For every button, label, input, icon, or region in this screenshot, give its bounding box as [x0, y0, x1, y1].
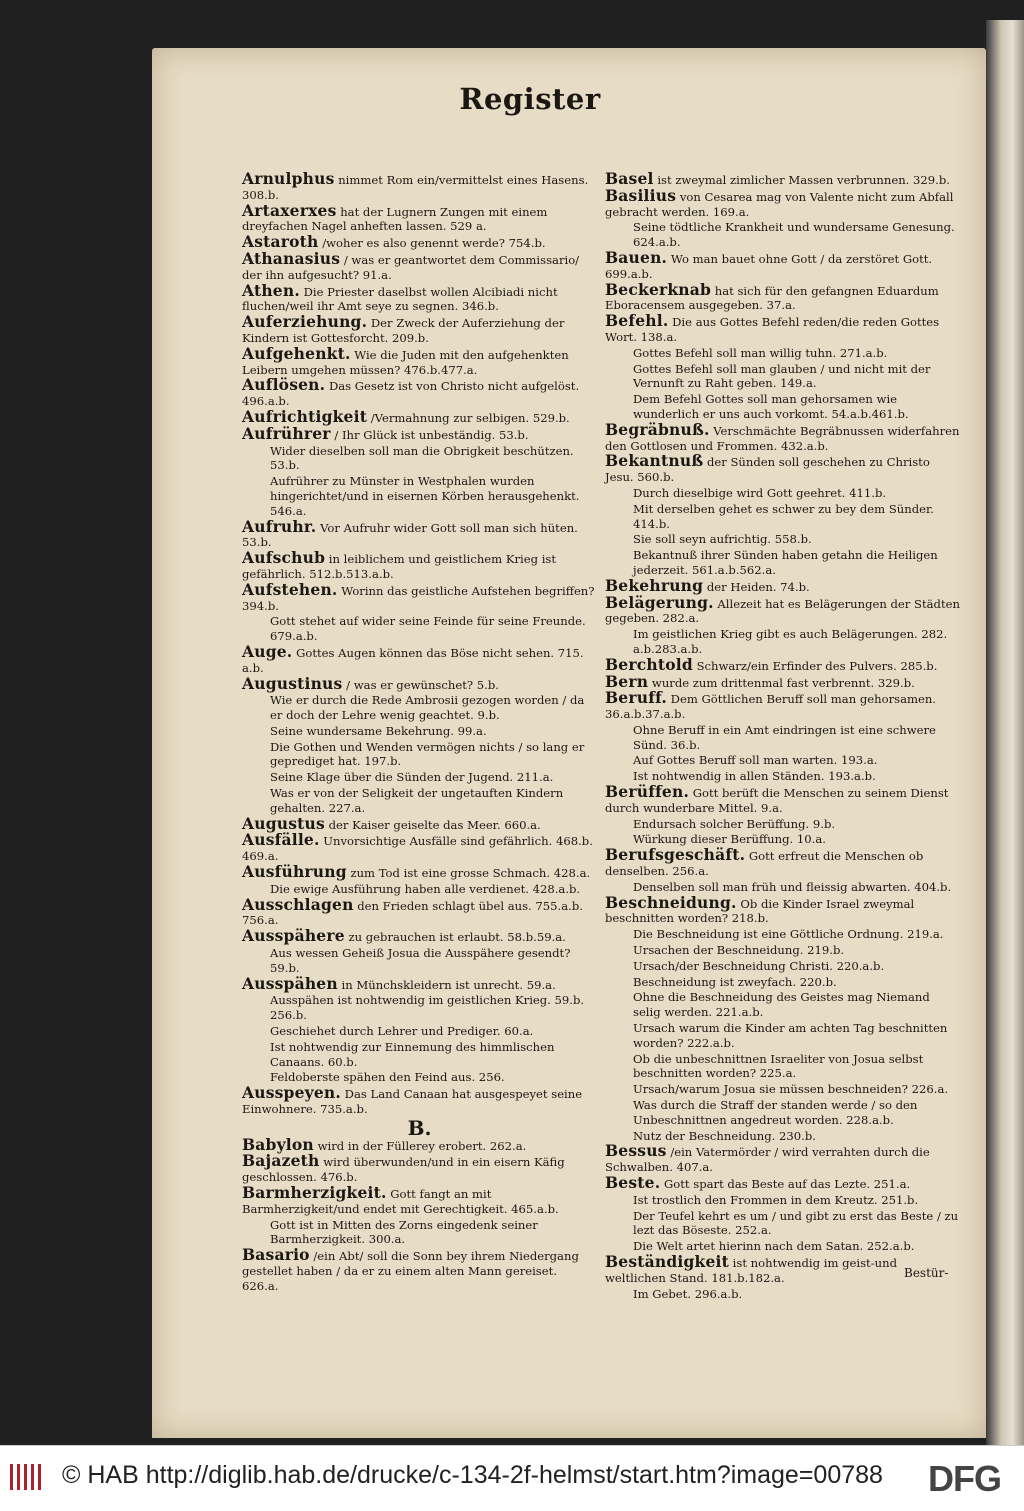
index-subentry — [242, 993, 597, 1023]
entry-text: der Sünden soll geschehen zu Christo Jesu. 560.b. — [605, 455, 930, 485]
entry-lemma: Basel — [605, 169, 654, 188]
index-subentry — [242, 614, 597, 644]
index-subentry — [605, 486, 960, 501]
entry-text: Dem Befehl Gottes soll man gehorsamen wie wunderlich er uns auch vorkomt. 54.a.b.461.b. — [633, 392, 909, 421]
index-subentry — [605, 362, 960, 392]
entry-text: Allezeit hat es Belägerungen der Städten gegeben. 282.a. — [605, 596, 960, 626]
index-entry — [605, 845, 960, 879]
index-entry — [605, 451, 960, 485]
entry-text: Würkung dieser Berüffung. 10.a. — [633, 832, 826, 847]
index-subentry — [605, 943, 960, 958]
entry-text: Seine wundersame Bekehrung. 99.a. — [270, 723, 487, 738]
entry-text: Denselben soll man früh und fleissig abwarten. 404.b. — [633, 879, 952, 894]
index-subentry — [242, 1218, 597, 1248]
entry-text: Feldoberste spähen den Feind aus. 256. — [270, 1070, 505, 1085]
index-subentry — [242, 1040, 597, 1070]
entry-text: Ist nohtwendig in allen Ständen. 193.a.b. — [633, 769, 876, 784]
entry-text: Endursach solcher Berüffung. 9.b. — [633, 816, 836, 831]
index-entry — [242, 926, 597, 946]
entry-lemma: Aufrührer — [242, 423, 331, 443]
index-subentry — [605, 1287, 960, 1302]
entry-text: Der Zweck der Auferziehung der Kindern ist Gottesforcht. 209.b. — [242, 316, 565, 345]
entry-lemma: Berchtold — [605, 654, 693, 674]
entry-lemma: Bekehrung — [605, 575, 704, 595]
index-entry — [605, 279, 960, 314]
index-entry — [605, 1141, 960, 1175]
entry-lemma: Bajazeth — [242, 1151, 320, 1171]
index-entry — [242, 423, 597, 443]
entry-lemma: Begräbnuß. — [605, 419, 710, 439]
entry-text: Ohne die Beschneidung des Geistes mag Niemand selig werden. 221.a.b. — [633, 990, 930, 1020]
index-subentry — [605, 1193, 960, 1208]
entry-lemma: Aufruhr. — [242, 516, 317, 536]
index-subentry — [242, 770, 597, 785]
entry-text: Dem Göttlichen Beruff soll man gehorsamen. 36.a.b.37.a.b. — [605, 692, 936, 722]
entry-lemma: Beckerknab — [605, 279, 712, 299]
entry-lemma: Beste. — [605, 1173, 661, 1192]
page-header: Register — [459, 82, 601, 116]
entry-text: zum Tod ist eine grosse Schmach. 428.a. — [350, 866, 591, 881]
entry-text: / was er geantwortet dem Commissario/ der ihn aufgesucht? 91.a. — [242, 252, 580, 282]
entry-text: Ursachen der Beschneidung. 219.b. — [633, 943, 845, 958]
index-subentry — [605, 753, 960, 768]
entry-text: in Münchskleidern ist unrecht. 59.a. — [341, 977, 556, 992]
entry-text: nimmet Rom ein/vermittelst eines Hasens. 308.b. — [242, 173, 589, 202]
entry-lemma: Aufschub — [242, 548, 326, 568]
entry-text: Seine Klage über die Sünden der Jugend. 211.a. — [270, 770, 554, 785]
index-subentry — [242, 740, 597, 770]
index-entry — [242, 1083, 597, 1117]
entry-text: Seine tödtliche Krankheit und wundersame Genesung. 624.a.b. — [633, 220, 955, 250]
index-subentry — [605, 502, 960, 532]
entry-lemma: Augustinus — [242, 673, 343, 693]
entry-text: Beschneidung ist zweyfach. 220.b. — [633, 974, 837, 989]
entry-lemma: Berüffen. — [605, 782, 690, 802]
entry-text: Vor Aufruhr wider Gott soll man sich hüten. 53.b. — [242, 520, 578, 550]
entry-lemma: Athen. — [242, 280, 300, 300]
entry-lemma: Barmherzigkeit. — [242, 1183, 387, 1202]
index-subentry — [605, 1209, 960, 1239]
index-entry — [242, 248, 597, 283]
left-column — [242, 169, 597, 1295]
entry-text: Das Land Canaan hat ausgespeyet seine Einwohnere. 735.a.b. — [242, 1087, 583, 1117]
index-subentry — [605, 1098, 960, 1128]
entry-text: den Frieden schlagt übel aus. 755.a.b. 756.a. — [242, 898, 583, 928]
entry-text: wird überwunden/und in ein eisern Käfig geschlossen. 476.b. — [242, 1155, 565, 1185]
index-entry — [242, 1245, 597, 1293]
index-subentry — [605, 627, 960, 657]
entry-lemma: Belägerung. — [605, 592, 714, 612]
entry-text: Verschmächte Begräbnussen widerfahren den Gottlosen und Frommen. 432.a.b. — [605, 423, 960, 453]
index-subentry — [242, 946, 597, 976]
index-subentry — [242, 444, 597, 474]
entry-text: /Vermahnung zur selbigen. 529.b. — [370, 410, 570, 425]
entry-text: /ein Vatermörder / wird verrahten durch die Schwalben. 407.a. — [605, 1145, 930, 1175]
entry-text: Wie er durch die Rede Ambrosii gezogen worden / da er doch der Lehre wenig geachtet. 9.b. — [270, 693, 585, 723]
entry-text: wird in der Füllerey erobert. 262.a. — [317, 1138, 527, 1153]
entry-lemma: Auflösen. — [242, 375, 326, 395]
index-subentry — [605, 220, 960, 250]
index-subentry — [605, 990, 960, 1020]
entry-text: Gott berüft die Menschen zu seinem Dienst durch wunderbare Mittel. 9.a. — [605, 786, 949, 815]
entry-text: Was er von der Seligkeit der ungetauften Kindern gehalten. 227.a. — [270, 786, 564, 815]
index-entry — [242, 579, 597, 614]
next-page-edge — [986, 20, 1024, 1445]
entry-text: Wie die Juden mit den aufgehenkten Leibern umgehen müssen? 476.b.477.a. — [242, 347, 569, 377]
entry-text: ist nohtwendig im geist-und weltlichen Stand. 181.b.182.a. — [605, 1255, 897, 1285]
index-subentry — [605, 548, 960, 578]
entry-text: Ursach/der Beschneidung Christi. 220.a.b. — [633, 958, 885, 973]
entry-text: Ob die Kinder Israel zweymal beschnitten worden? 218.b. — [605, 896, 915, 926]
entry-text: Ohne Beruff in ein Amt eindringen ist eine schwere Sünd. 36.b. — [633, 722, 936, 752]
index-entry — [242, 375, 597, 409]
entry-text: Gottes Augen können das Böse nicht sehen. 715. a.b. — [242, 645, 584, 675]
index-subentry — [605, 1052, 960, 1082]
index-subentry — [605, 346, 960, 361]
index-entry — [242, 673, 597, 693]
index-subentry — [605, 927, 960, 942]
index-subentry — [242, 786, 597, 816]
index-subentry — [242, 693, 597, 723]
index-entry — [605, 592, 960, 627]
index-entry — [605, 892, 960, 927]
index-entry — [605, 247, 960, 282]
entry-text: Worinn das geistliche Aufstehen begriffen? 394.b. — [242, 583, 595, 613]
viewer-footer — [0, 1445, 1024, 1511]
entry-text: Mit derselben gehet es schwer zu bey dem Sünder. 414.b. — [633, 501, 934, 531]
entry-text: Die Gothen und Wenden vermögen nichts / so lang er geprediget hat. 197.b. — [270, 739, 585, 769]
entry-text: hat der Lugnern Zungen mit einem dreyfachen Nagel anheften lassen. 529 a. — [242, 204, 548, 234]
index-entry — [242, 516, 597, 551]
entry-lemma: Auge. — [242, 641, 293, 661]
index-subentry — [605, 1021, 960, 1051]
entry-text: Gottes Befehl soll man glauben / und nicht mit der Vernunft zu Raht geben. 149.a. — [633, 361, 931, 391]
entry-text: Ausspähen ist nohtwendig im geistlichen Krieg. 59.b. 256.b. — [270, 993, 585, 1023]
index-entry — [605, 419, 960, 454]
entry-text: Gott erfreut die Menschen ob denselben. 256.a. — [605, 849, 924, 879]
entry-text: Das Gesetz ist von Christo nicht aufgelöst. 496.a.b. — [242, 379, 580, 409]
entry-lemma: Artaxerxes — [242, 200, 337, 220]
index-entry — [605, 654, 960, 674]
entry-lemma: Ausspähere — [242, 926, 345, 946]
entry-text: Wider dieselben soll man die Obrigkeit beschützen. 53.b. — [270, 443, 574, 473]
index-entry — [242, 548, 597, 582]
index-subentry — [605, 975, 960, 990]
entry-lemma: Aufgehenkt. — [242, 343, 351, 363]
entry-text: wurde zum drittenmal fast verbrennt. 329.b. — [651, 675, 915, 690]
entry-text: Nutz der Beschneidung. 230.b. — [633, 1128, 816, 1143]
entry-text: /ein Abt/ soll die Sonn bey ihrem Niedergang gestellet haben / da er zu einem alten Mann gereiset. 626.a. — [242, 1249, 579, 1293]
entry-text: Ist trostlich den Frommen in dem Kreutz. 251.b. — [633, 1192, 919, 1207]
entry-text: Ursach/warum Josua sie müssen beschneiden? 226.a. — [633, 1082, 949, 1097]
right-column — [605, 169, 960, 1302]
index-entry — [242, 280, 597, 315]
index-entry — [605, 1173, 960, 1192]
entry-lemma: Ausspeyen. — [242, 1083, 341, 1103]
entry-lemma: Babylon — [242, 1134, 314, 1154]
entry-text: Wo man bauet ohne Gott / da zerstöret Gott. 699.a.b. — [605, 251, 933, 281]
entry-text: von Cesarea mag von Valente nicht zum Abfall gebracht werden. 169.a. — [605, 189, 954, 219]
entry-text: Im Gebet. 296.a.b. — [633, 1286, 743, 1301]
index-subentry — [605, 392, 960, 422]
entry-text: Die Priester daselbst wollen Alcibiadi nicht fluchen/weil ihr Amt seye zu segnen. 346.b. — [242, 284, 558, 314]
entry-text: Die Welt artet hierinn nach dem Satan. 252.a.b. — [633, 1239, 915, 1254]
index-subentry — [242, 1024, 597, 1039]
entry-lemma: Athanasius — [242, 248, 341, 268]
entry-text: / was er gewünschet? 5.b. — [346, 677, 499, 692]
index-entry — [242, 641, 597, 676]
entry-lemma: Bern — [605, 671, 649, 691]
entry-lemma: Berufsgeschäft. — [605, 845, 746, 865]
index-entry — [242, 343, 597, 378]
entry-lemma: Auferziehung. — [242, 312, 368, 332]
entry-text: Die aus Gottes Befehl reden/die reden Gottes Wort. 138.a. — [605, 315, 940, 344]
index-entry — [605, 311, 960, 345]
entry-text: Sie soll seyn aufrichtig. 558.b. — [633, 532, 812, 547]
index-subentry — [242, 724, 597, 739]
entry-text: Gott spart das Beste auf das Lezte. 251.a. — [664, 1177, 911, 1191]
entry-text: /woher es also genennt werde? 754.b. — [322, 236, 546, 251]
entry-lemma: Augustus — [242, 813, 325, 833]
entry-lemma: Basilius — [605, 185, 677, 205]
entry-lemma: Aufrichtigkeit — [242, 406, 368, 426]
index-entry — [605, 782, 960, 816]
hab-logo-icon — [8, 1460, 48, 1494]
index-entry — [242, 862, 597, 882]
footer-copyright-url: © HAB http://diglib.hab.de/drucke/c-134-2f-helmst/start.htm?image=00788 — [62, 1461, 883, 1489]
entry-lemma: Arnulphus — [242, 169, 335, 188]
index-entry — [242, 830, 597, 864]
entry-text: Aufrührer zu Münster in Westphalen wurden hingerichtet/und in eisernen Körben herausgehenkt. 546.a. — [270, 474, 580, 518]
index-entry — [242, 200, 597, 235]
entry-text: Gottes Befehl soll man willig tuhn. 271.a.b. — [633, 345, 888, 360]
entry-text: Geschiehet durch Lehrer und Prediger. 60.a. — [270, 1024, 534, 1039]
entry-lemma: Bauen. — [605, 247, 668, 267]
entry-text: Gott stehet auf wider seine Feinde für seine Freunde. 679.a.b. — [270, 614, 586, 644]
entry-text: zu gebrauchen ist erlaubt. 58.b.59.a. — [348, 930, 566, 945]
entry-text: Auf Gottes Beruff soll man warten. 193.a. — [633, 753, 878, 768]
entry-text: Gott fangt an mit Barmherzigkeit/und endet mit Gerechtigkeit. 465.a.b. — [242, 1187, 559, 1216]
index-entry — [242, 973, 597, 993]
entry-text: Ursach warum die Kinder am achten Tag beschnitten worden? 222.a.b. — [633, 1021, 948, 1050]
entry-lemma: Beruff. — [605, 688, 667, 708]
entry-text: der Heiden. 74.b. — [706, 579, 810, 594]
entry-text: Die ewige Ausführung haben alle verdienet. 428.a.b. — [270, 881, 581, 896]
entry-text: Was durch die Straff der standen werde / so den Unbeschnittnen angedreut worden. 228.a.b. — [633, 1098, 918, 1127]
entry-text: Aus wessen Geheiß Josua die Ausspähere gesendt? 59.b. — [270, 946, 571, 975]
index-entry — [605, 688, 960, 722]
index-entry — [605, 185, 960, 220]
entry-lemma: Astaroth — [242, 232, 319, 252]
entry-text: Im geistlichen Krieg gibt es auch Belägerungen. 282. a.b.283.a.b. — [633, 627, 948, 656]
entry-lemma: Bessus — [605, 1141, 667, 1161]
entry-lemma: Bekantnuß — [605, 451, 704, 471]
entry-lemma: Befehl. — [605, 311, 669, 331]
index-entry — [242, 894, 597, 929]
entry-lemma: Ausschlagen — [242, 894, 354, 914]
entry-text: hat sich für den gefangnen Eduardum Eboracensem ausgegeben. 37.a. — [605, 283, 939, 313]
index-entry — [242, 169, 597, 203]
entry-text: ist zweymal zimlicher Massen verbrunnen. 329.b. — [657, 173, 950, 187]
entry-lemma: Ausführung — [242, 862, 347, 882]
index-entry — [242, 1183, 597, 1217]
entry-text: Der Teufel kehrt es um / und gibt zu erst das Beste / zu lezt das Böseste. 252.a. — [633, 1208, 959, 1238]
index-subentry — [605, 723, 960, 753]
entry-text: in leiblichem und geistlichem Krieg ist gefährlich. 512.b.513.a.b. — [242, 552, 557, 581]
entry-text: Bekantnuß ihrer Sünden haben getahn die Heiligen jederzeit. 561.a.b.562.a. — [633, 548, 938, 577]
entry-text: Gott ist in Mitten des Zorns eingedenk seiner Barmherzigkeit. 300.a. — [270, 1217, 538, 1247]
entry-text: Durch dieselbige wird Gott geehret. 411.b. — [633, 485, 887, 500]
index-subentry — [605, 1082, 960, 1097]
entry-text: Ist nohtwendig zur Einnemung des himmlischen Canaans. 60.b. — [270, 1039, 555, 1069]
entry-text: / Ihr Glück ist unbeständig. 53.b. — [334, 427, 529, 442]
dfg-logo: DFG — [928, 1458, 1001, 1499]
index-subentry — [242, 474, 597, 518]
index-subentry — [605, 959, 960, 974]
section-letter: B. — [407, 1115, 432, 1140]
entry-lemma: Beständigkeit — [605, 1251, 729, 1271]
entry-lemma: Beschneidung. — [605, 892, 737, 912]
index-subentry — [605, 817, 960, 832]
entry-lemma: Aufstehen. — [242, 579, 338, 599]
catchword: Bestür- — [904, 1266, 949, 1280]
index-subentry — [605, 532, 960, 547]
index-entry — [242, 312, 597, 346]
entry-text: Schwarz/ein Erfinder des Pulvers. 285.b. — [696, 658, 938, 673]
entry-lemma: Ausfälle. — [242, 830, 320, 850]
entry-text: Die Beschneidung ist eine Göttliche Ordnung. 219.a. — [633, 927, 944, 942]
entry-text: Unvorsichtige Ausfälle sind gefährlich. 468.b. 469.a. — [242, 834, 593, 864]
entry-lemma: Ausspähen — [242, 973, 338, 993]
entry-text: der Kaiser geiselte das Meer. 660.a. — [328, 817, 541, 832]
entry-lemma: Basario — [242, 1245, 310, 1265]
index-entry — [242, 1151, 597, 1185]
entry-text: Ob die unbeschnittnen Israeliter von Josua selbst beschnitten worden? 225.a. — [633, 1051, 924, 1081]
